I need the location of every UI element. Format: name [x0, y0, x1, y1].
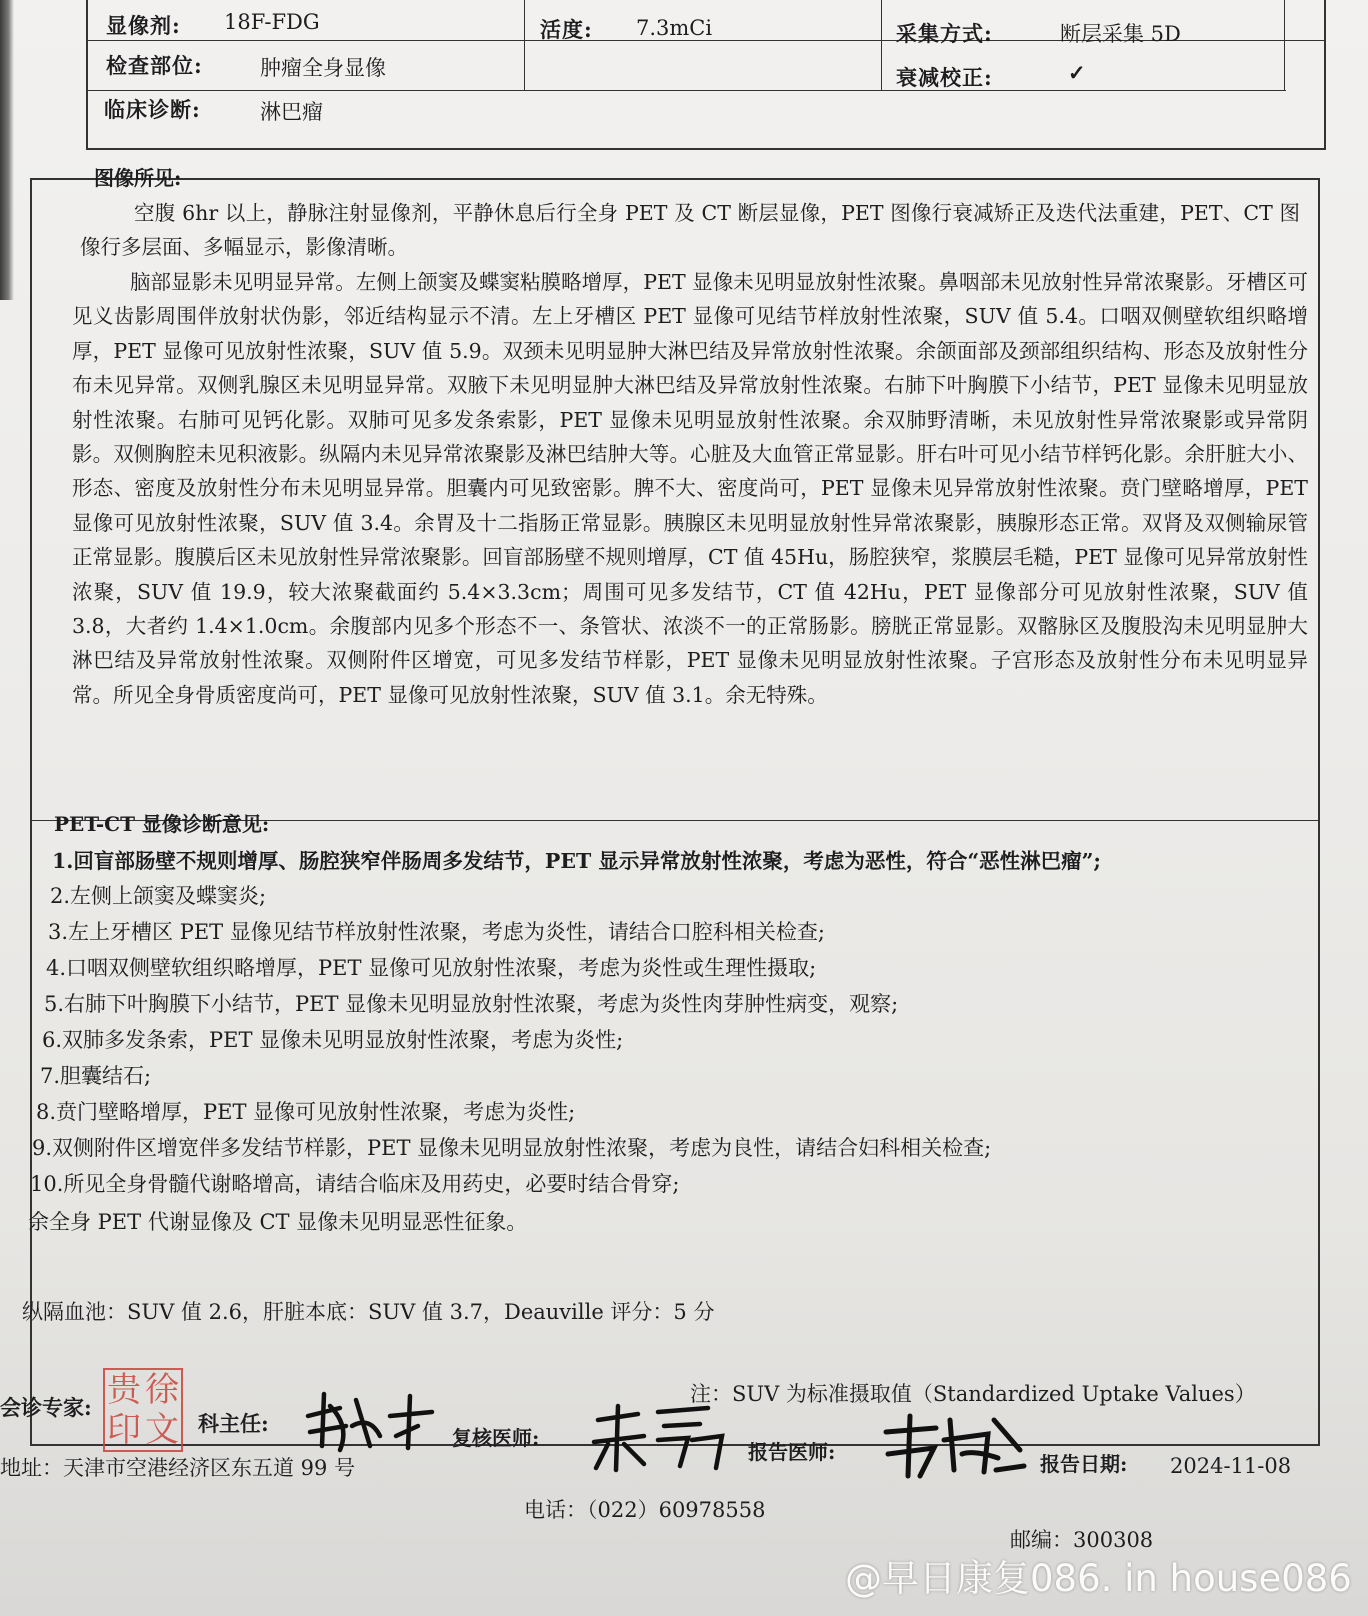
activity-label: 活度: — [540, 17, 593, 42]
diagnosis-title: PET-CT 显像诊断意见: — [54, 812, 270, 836]
diagnosis-item: 6.双肺多发条索，PET 显像未见明显放射性浓聚，考虑为炎性; — [42, 1028, 624, 1052]
header-col-divider — [524, 0, 525, 90]
findings-title: 图像所见: — [94, 166, 182, 190]
diagnosis-item: 7.胆囊结石; — [40, 1064, 152, 1088]
diagnosis-item: 9.双侧附件区增宽伴多发结节样影，PET 显像未见明显放射性浓聚，考虑为良性，请结合妇科相关检查; — [32, 1136, 992, 1160]
diagnosis-item: 余全身 PET 代谢显像及 CT 显像未见明显恶性征象。 — [28, 1210, 528, 1234]
tracer-value: 18F-FDG — [224, 10, 320, 34]
report-date-value: 2024-11-08 — [1170, 1454, 1292, 1478]
site-label: 检查部位: — [106, 53, 203, 78]
acquisition-label: 采集方式: — [896, 21, 993, 46]
red-seal-stamp: 贵 徐 印 文 — [103, 1368, 183, 1452]
suv-note: 注：SUV 为标准摄取值（Standardized Uptake Values） — [690, 1382, 1256, 1406]
diagnosis-item: 10.所见全身骨髓代谢略增高，请结合临床及用药史，必要时结合骨穿; — [30, 1172, 680, 1196]
diagnosis-item: 2.左侧上颌窦及蝶窦炎; — [50, 884, 267, 908]
reviewer-label: 复核医师: — [452, 1426, 540, 1450]
diagnosis-item: 1.回盲部肠壁不规则增厚、肠腔狭窄伴肠周多发结节，PET 显示异常放射性浓聚，考虑为恶性，符合“恶性淋巴瘤”; — [52, 849, 1101, 873]
reporter-signature — [878, 1410, 1028, 1485]
reviewer-signature — [588, 1400, 728, 1475]
tracer-label: 显像剂: — [106, 13, 181, 38]
phone-text: 电话：（022）60978558 — [524, 1498, 766, 1522]
header-col-divider — [881, 0, 882, 90]
diagnosis-item: 5.右肺下叶胸膜下小结节，PET 显像未见明显放射性浓聚，考虑为炎性肉芽肿性病变，观察; — [44, 992, 899, 1016]
decay-label: 衰减校正: — [896, 65, 993, 90]
deauville-line: 纵隔血池：SUV 值 2.6，肝脏本底：SUV 值 3.7，Deauville 评分：5 分 — [22, 1300, 715, 1324]
postcode-text: 邮编：300308 — [1010, 1528, 1154, 1552]
binder-shadow — [0, 0, 14, 300]
header-col-divider — [1284, 0, 1285, 90]
findings-paragraph-2: 脑部显影未见明显异常。左侧上颌窦及蝶窦粘膜略增厚，PET 显像未见明显放射性浓聚。鼻咽部未见放射性异常浓聚影。牙槽区可见义齿影周围伴放射状伪影，邻近结构显示不清。左上牙槽区 PET 显像可见结节样放射性浓聚，SUV 值 5.4。口咽双侧壁软组织略增厚，PET 显像可见放射性浓聚，SUV 值 5.9。双颈未见明显肿大淋巴结及异常放射性浓聚。余颌面部及颈部组织结构、形态及放射性分布未见异常。双侧乳腺区未见明显异常。双腋下未见明显肿大淋巴结及异常放射性浓聚。右肺下叶胸膜下小结节，PET 显像未见明显放射性浓聚。右肺可见钙化影。双肺可见多发条索影，PET 显像未见明显放射性浓聚。余双肺野清晰，未见放射性异常浓聚影或异常阴影。双侧胸腔未见积液影。纵隔内未见异常浓聚影及淋巴结肿大等。心脏及大血管正常显影。肝右叶可见小结节样钙化影。余肝脏大小、形态、密度及放射性分布未见明显异常。胆囊内可见致密影。脾不大、密度尚可，PET 显像未见异常放射性浓聚。贲门壁略增厚，PET 显像可见放射性浓聚，SUV 值 3.4。余胃及十二指肠正常显影。胰腺区未见明显放射性异常浓聚影，胰腺形态正常。双肾及双侧输尿管正常显影。腹膜后区未见放射性异常浓聚影。回盲部肠壁不规则增厚，CT 值 45Hu，肠腔狭窄，浆膜层毛糙，PET 显像可见异常放射性浓聚，SUV 值 19.9，较大浓聚截面约 5.4×3.3cm；周围可见多发结节，CT 值 42Hu，PET 显像部分可见放射性浓聚，SUV 值 3.8，大者约 1.4×1.0cm。余腹部内见多个形态不一、条管状、浓淡不一的正常肠影。膀胱正常显影。双髂脉区及腹股沟未见明显肿大淋巴结及异常放射性浓聚。双侧附件区增宽，可见多发结节样影，PET 显像未见明显放射性浓聚。子宫形态及放射性分布未见明显异常。所见全身骨质密度尚可，PET 显像可见放射性浓聚，SUV 值 3.1。余无特殊。 — [72, 270, 1308, 707]
findings-paragraph-1: 空腹 6hr 以上，静脉注射显像剂，平静休息后行全身 PET 及 CT 断层显像，PET 图像行衰减矫正及迭代法重建，PET、CT 图像行多层面、多幅显示，影像清晰。 — [80, 201, 1300, 260]
diagnosis-item: 3.左上牙槽区 PET 显像见结节样放射性浓聚，考虑为炎性，请结合口腔科相关检查; — [48, 920, 825, 944]
director-signature — [300, 1386, 440, 1456]
reporter-label: 报告医师: — [748, 1440, 836, 1464]
expert-label: 会诊专家: — [0, 1395, 92, 1420]
decay-check-icon: ✓ — [1068, 60, 1086, 85]
director-label: 科主任: — [198, 1411, 269, 1436]
activity-value: 7.3mCi — [636, 16, 713, 40]
diagnosis-item: 8.贲门壁略增厚，PET 显像可见放射性浓聚，考虑为炎性; — [36, 1100, 576, 1124]
diagnosis-item: 4.口咽双侧壁软组织略增厚，PET 显像可见放射性浓聚，考虑为炎性或生理性摄取; — [46, 956, 817, 980]
report-date-label: 报告日期: — [1040, 1452, 1128, 1476]
header-table — [86, 0, 1326, 150]
watermark-text: @早日康复086. in house086 — [845, 1557, 1352, 1600]
address-text: 地址：天津市空港经济区东五道 99 号 — [0, 1456, 356, 1480]
clinical-value: 淋巴瘤 — [260, 100, 323, 124]
clinical-label: 临床诊断: — [104, 97, 201, 122]
header-row-divider — [88, 90, 1286, 91]
site-value: 肿瘤全身显像 — [260, 56, 386, 80]
acquisition-value: 断层采集 5D — [1060, 22, 1181, 46]
